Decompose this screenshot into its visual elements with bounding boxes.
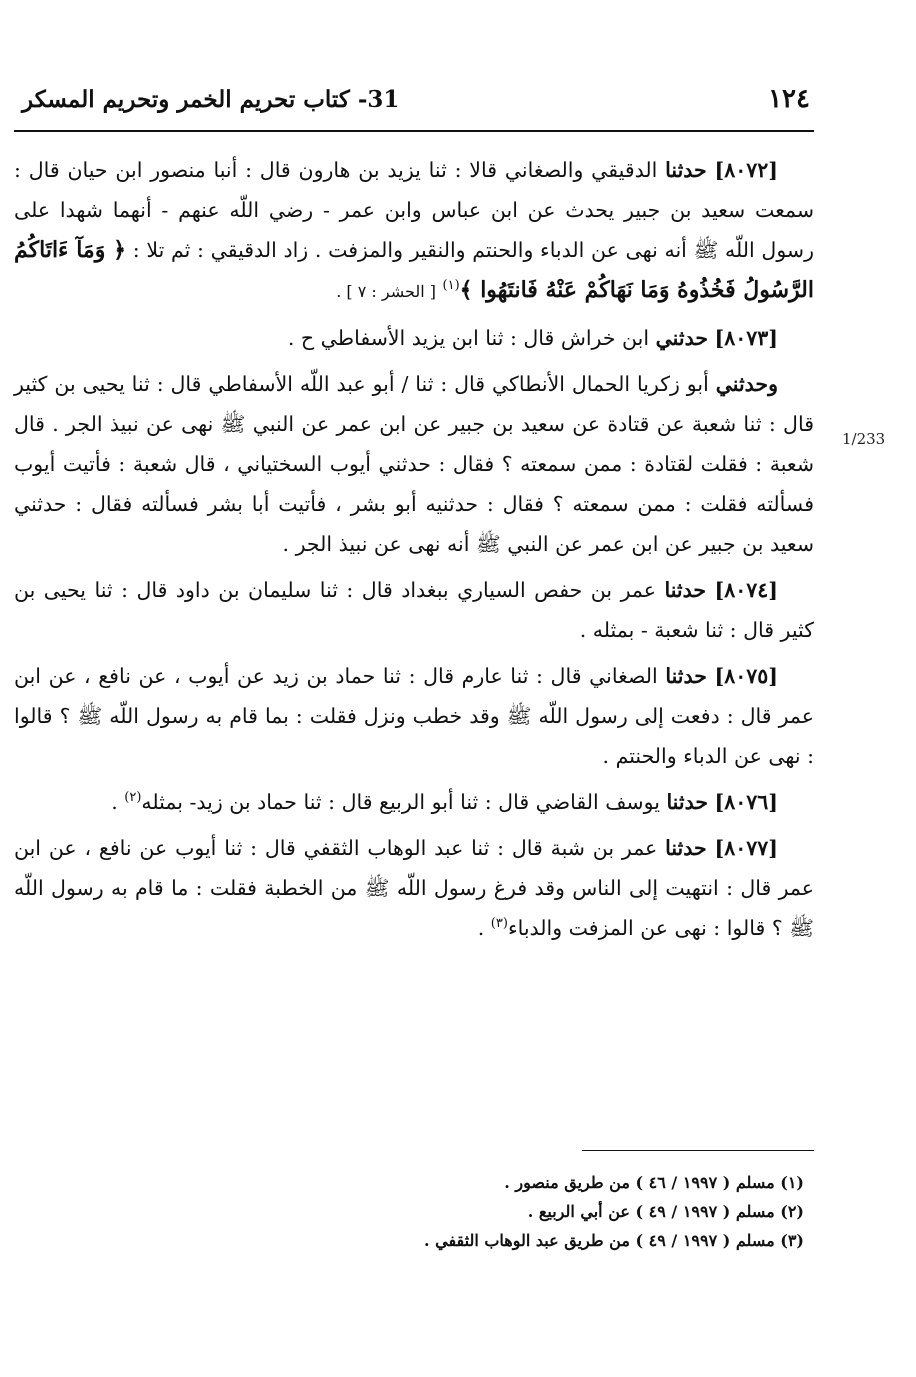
hadith-text: يوسف القاضي قال : ثنا أبو الربيع قال : ثنا حماد بن زيد- بمثله — [141, 790, 660, 814]
footnote-rule — [582, 1150, 814, 1151]
footnote-2: (٢) مسلم ( ١٩٩٧ / ٤٩ ) عن أبي الربيع . — [527, 1202, 804, 1221]
hadith-lead-word: حدثنا — [665, 836, 707, 860]
hadith-tail: . — [477, 916, 491, 940]
hadith-number: [٨٠٧٣] — [714, 326, 778, 350]
hadith-text: أبو زكريا الحمال الأنطاكي قال : ثنا / أبو عبد اللّه الأسفاطي قال : ثنا يحيى بن كثير قال : ثنا شعبة عن قتادة عن سعيد بن جبير عن ابن عمر عن النبي ﷺ نهى عن نبيذ الجر . قال شعبة : فقلت لقتادة : ممن سمعته ؟ فقال : حدثني أيوب السختياني ، قال شعبة : فأتيت أيوب فسألته فقلت : ممن سمعته ؟ فقال : حدثنيه أبو بشر ، فأتيت أبا بشر فسألته فقال : حدثني سعيد بن جبير عن ابن عمر عن النبي ﷺ أنه نهى عن نبيذ الجر . — [14, 372, 814, 556]
hadith-8072 — [14, 150, 814, 312]
quran-reference: [ الحشر : ٧ ] . — [336, 282, 436, 301]
hadith-lead-word: حدثنا — [666, 790, 709, 814]
quran-verse: ﴿ وَمَآ ءَاتَاكُمُ الرَّسُولُ فَخُذُوهُ وَمَا نَهَاكُمْ عَنْهُ فَانتَهُوا ﴾ — [14, 237, 814, 303]
margin-folio-note: 1/233 — [842, 430, 886, 448]
hadith-tail: . — [111, 790, 125, 814]
chapter-title: 31- كتاب تحريم الخمر وتحريم المسكر — [22, 86, 400, 113]
hadith-text: عمر بن حفص السياري ببغداد قال : ثنا سليمان بن داود قال : ثنا يحيى بن كثير قال : ثنا شعبة - بمثله . — [14, 578, 814, 642]
hadith-lead-word: حدثنا — [665, 158, 707, 182]
hadith-8075 — [14, 656, 814, 776]
footnote-3: (٣) مسلم ( ١٩٩٧ / ٤٩ ) من طريق عبد الوهاب الثقفي . — [423, 1231, 804, 1250]
page-number: ١٢٤ — [768, 84, 810, 114]
hadith-number: [٨٠٧٢] — [714, 158, 778, 182]
hadith-number: [٨٠٧٧] — [714, 836, 778, 860]
hadith-text: الصغاني قال : ثنا عارم قال : ثنا حماد بن زيد عن أيوب ، عن نافع ، عن ابن عمر قال : دفعت إلى رسول اللّه ﷺ وقد خطب ونزل فقلت : بما قام به رسول اللّه ﷺ ؟ قالوا : نهى عن الدباء والحنتم . — [14, 664, 814, 768]
hadith-text: عمر بن شبة قال : ثنا عبد الوهاب الثقفي قال : ثنا أيوب عن نافع ، عن ابن عمر قال : انتهيت إلى الناس وقد فرغ رسول اللّه ﷺ من الخطبة فقلت : ما قام به رسول اللّه ﷺ ؟ قالوا : نهى عن المزفت والدباء — [14, 836, 814, 940]
footnote-marker: (٣) — [490, 916, 508, 932]
hadith-8074 — [14, 570, 814, 650]
footnote-marker: (١) — [442, 278, 460, 294]
hadith-lead-word: وحدثني — [715, 372, 778, 396]
hadith-number: [٨٠٧٥] — [714, 664, 778, 688]
hadith-8073-cont — [14, 364, 814, 564]
hadith-8076 — [14, 782, 814, 822]
hadith-number: [٨٠٧٦] — [714, 790, 778, 814]
hadith-lead-word: حدثنا — [665, 664, 707, 688]
hadith-8077 — [14, 828, 814, 948]
footnotes — [14, 1168, 804, 1255]
hadith-8073 — [14, 318, 814, 358]
hadith-number: [٨٠٧٤] — [714, 578, 778, 602]
footnote-1: (١) مسلم ( ١٩٩٧ / ٤٦ ) من طريق منصور . — [504, 1173, 804, 1192]
hadith-lead-word: حدثنا — [664, 578, 707, 602]
hadith-text: ابن خراش قال : ثنا ابن يزيد الأسفاطي ح . — [287, 326, 650, 350]
header-rule — [14, 130, 814, 132]
page-header — [14, 82, 814, 122]
hadith-lead-word: حدثني — [655, 326, 709, 350]
main-text — [14, 150, 814, 954]
hadith-text: الدقيقي والصغاني قالا : ثنا يزيد بن هارون قال : أنبا منصور ابن حيان قال : سمعت سعيد بن جبير يحدث عن ابن عباس وابن عمر - رضي اللّه عنهم - أنهما شهدا على رسول اللّه ﷺ أنه نهى عن الدباء والحنتم والنقير والمزفت . زاد الدقيقي : ثم تلا : — [14, 158, 814, 262]
footnote-marker: (٢) — [124, 790, 142, 806]
